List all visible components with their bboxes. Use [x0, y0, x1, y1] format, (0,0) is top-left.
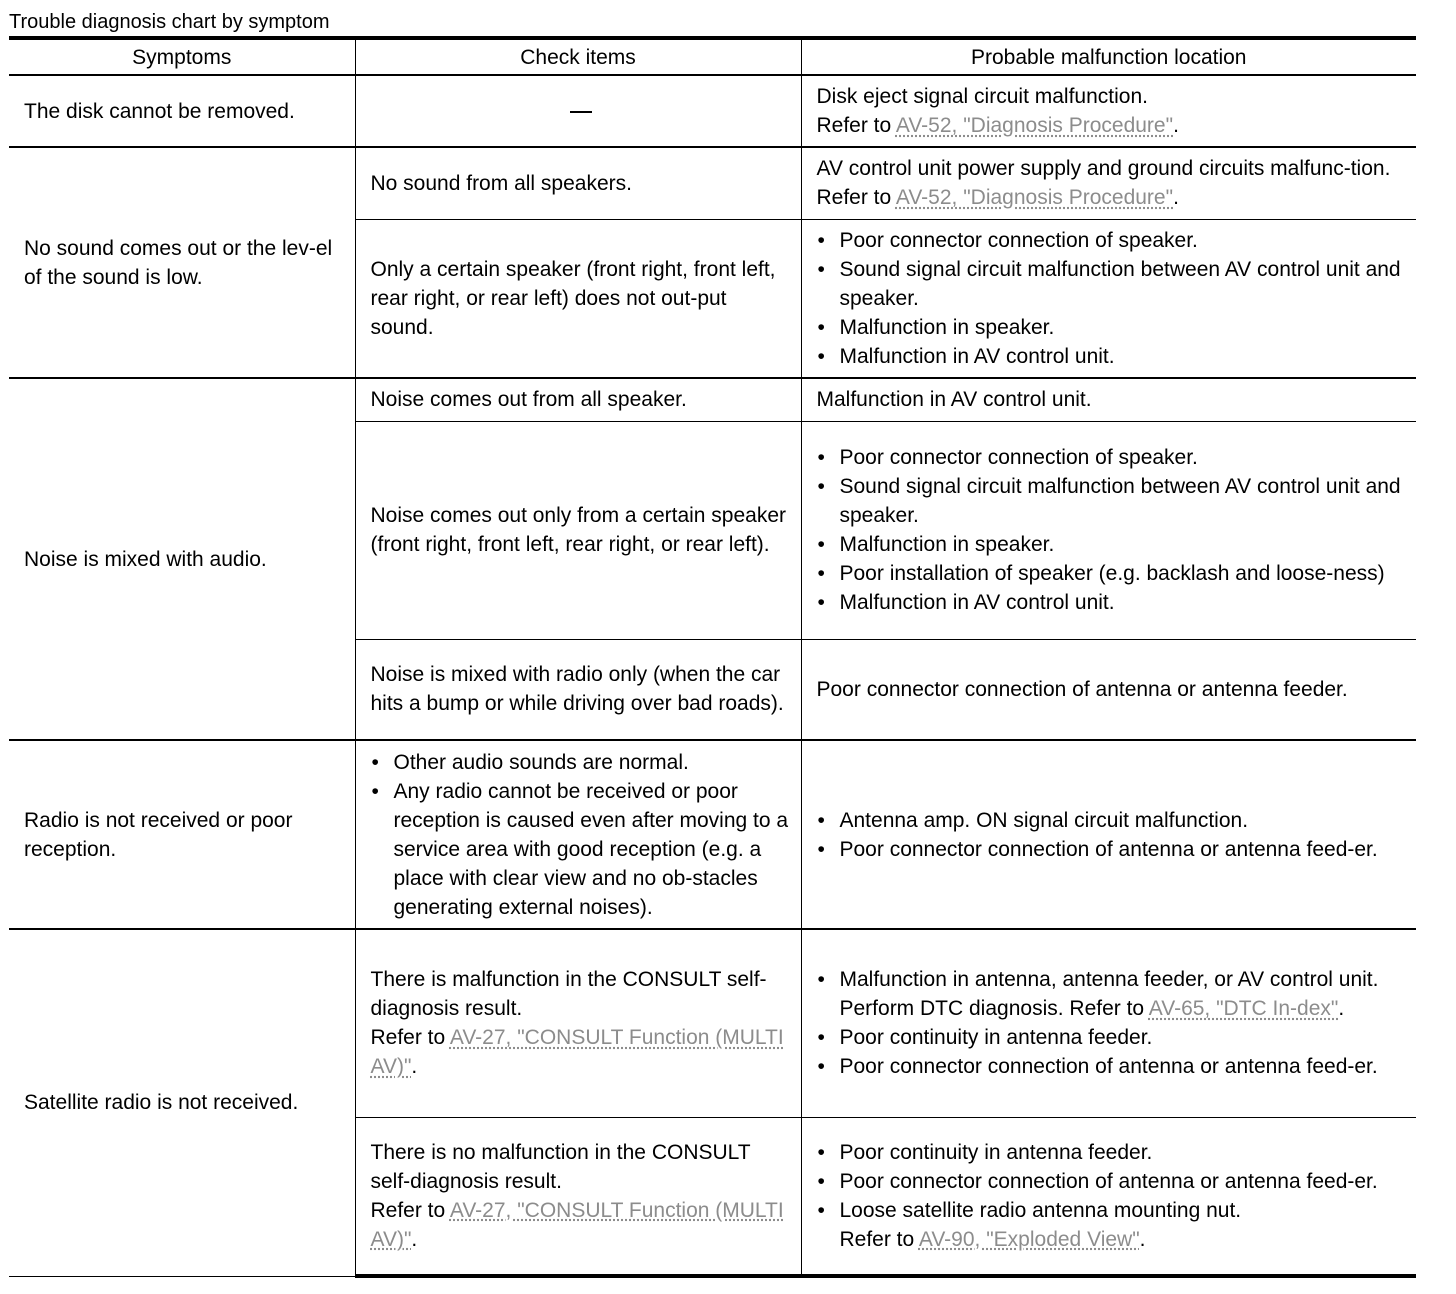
symptom-cell: Noise is mixed with audio.	[9, 378, 355, 740]
table-row	[9, 378, 1416, 421]
bullet-list	[817, 1138, 1407, 1254]
list-item: • Poor continuity in antenna feeder.	[817, 1023, 1407, 1052]
bullet-list	[817, 443, 1407, 617]
list-item: • Antenna amp. ON signal circuit malfunction.	[817, 806, 1407, 835]
location-cell	[801, 219, 1416, 378]
check-cell: There is malfunction in the CONSULT self-diagnosis result. Refer to AV-27, "CONSULT Function (MULTI AV)".	[355, 929, 801, 1117]
check-cell: Noise comes out from all speaker.	[355, 378, 801, 421]
table-row	[9, 929, 1416, 1117]
exploded-view-link[interactable]: AV-90, "Exploded View"	[918, 1227, 1140, 1251]
list-item: • Malfunction in AV control unit.	[817, 588, 1407, 617]
dash-mark	[570, 111, 592, 113]
diagnosis-procedure-link[interactable]: AV-52, "Diagnosis Procedure"	[895, 186, 1174, 210]
location-cell: AV control unit power supply and ground circuits malfunc-tion. Refer to AV-52, "Diagnosis Procedure".	[801, 147, 1416, 219]
consult-function-link[interactable]: AV-27, "CONSULT Function (MULTI AV)"	[370, 1026, 784, 1079]
list-item: • Poor continuity in antenna feeder.	[817, 1138, 1407, 1167]
symptom-cell: The disk cannot be removed.	[9, 75, 355, 147]
table-row	[9, 75, 1416, 147]
dtc-index-link[interactable]: AV-65, "DTC In-dex"	[1148, 997, 1339, 1021]
table-row	[9, 740, 1416, 929]
check-cell: Noise comes out only from a certain speaker (front right, front left, rear right, or rear left).	[355, 421, 801, 639]
location-cell	[801, 929, 1416, 1117]
location-cell: Disk eject signal circuit malfunction. Refer to AV-52, "Diagnosis Procedure".	[801, 75, 1416, 147]
list-item: • Loose satellite radio antenna mounting nut. Refer to AV-90, "Exploded View".	[817, 1196, 1407, 1254]
list-item: • Malfunction in speaker.	[817, 313, 1407, 342]
location-cell: Malfunction in AV control unit.	[801, 378, 1416, 421]
symptom-cell: Radio is not received or poor reception.	[9, 740, 355, 929]
list-item: • Poor connector connection of speaker.	[817, 226, 1407, 255]
header-symptoms: Symptoms	[9, 38, 355, 75]
list-item: • Malfunction in speaker.	[817, 530, 1407, 559]
header-probable-location: Probable malfunction location	[801, 38, 1416, 75]
chart-caption: Trouble diagnosis chart by symptom	[9, 11, 330, 33]
list-item: • Poor connector connection of speaker.	[817, 443, 1407, 472]
list-item: • Poor connector connection of antenna or antenna feed-er.	[817, 1167, 1407, 1196]
check-cell	[355, 75, 801, 147]
list-item: • Sound signal circuit malfunction between AV control unit and speaker.	[817, 472, 1407, 530]
list-item: • Sound signal circuit malfunction between AV control unit and speaker.	[817, 255, 1407, 313]
check-cell: There is no malfunction in the CONSULT self-diagnosis result. Refer to AV-27, "CONSULT Function (MULTI AV)".	[355, 1117, 801, 1276]
consult-function-link[interactable]: AV-27, "CONSULT Function (MULTI AV)"	[370, 1198, 784, 1251]
bullet-list	[817, 226, 1407, 371]
location-cell: Poor connector connection of antenna or antenna feeder.	[801, 639, 1416, 740]
check-cell: Only a certain speaker (front right, front left, rear right, or rear left) does not out-put sound.	[355, 219, 801, 378]
list-item: • Other audio sounds are normal.	[371, 748, 791, 777]
trouble-diagnosis-table	[9, 36, 1416, 1278]
list-item: • Malfunction in AV control unit.	[817, 342, 1407, 371]
check-cell	[355, 740, 801, 929]
table-row	[9, 147, 1416, 219]
list-item: • Any radio cannot be received or poor reception is caused even after moving to a service area with good reception (e.g. a place with clear view and no ob-stacles generating external noises).	[371, 777, 791, 922]
location-cell	[801, 740, 1416, 929]
list-item: • Poor connector connection of antenna or antenna feed-er.	[817, 835, 1407, 864]
list-item: • Poor connector connection of antenna or antenna feed-er.	[817, 1052, 1407, 1081]
list-item: • Malfunction in antenna, antenna feeder, or AV control unit. Perform DTC diagnosis. Refer to AV-65, "DTC In-dex".	[817, 965, 1407, 1023]
diagnosis-procedure-link[interactable]: AV-52, "Diagnosis Procedure"	[895, 114, 1174, 137]
header-check-items: Check items	[355, 38, 801, 75]
location-cell	[801, 421, 1416, 639]
list-item: • Poor installation of speaker (e.g. backlash and loose-ness)	[817, 559, 1407, 588]
header-row	[9, 38, 1416, 75]
check-cell: Noise is mixed with radio only (when the car hits a bump or while driving over bad roads).	[355, 639, 801, 740]
symptom-cell: Satellite radio is not received.	[9, 929, 355, 1276]
check-cell: No sound from all speakers.	[355, 147, 801, 219]
location-cell	[801, 1117, 1416, 1276]
bullet-list	[371, 748, 791, 922]
bullet-list	[817, 965, 1407, 1081]
bullet-list	[817, 806, 1407, 864]
symptom-cell: No sound comes out or the lev-el of the sound is low.	[9, 147, 355, 378]
